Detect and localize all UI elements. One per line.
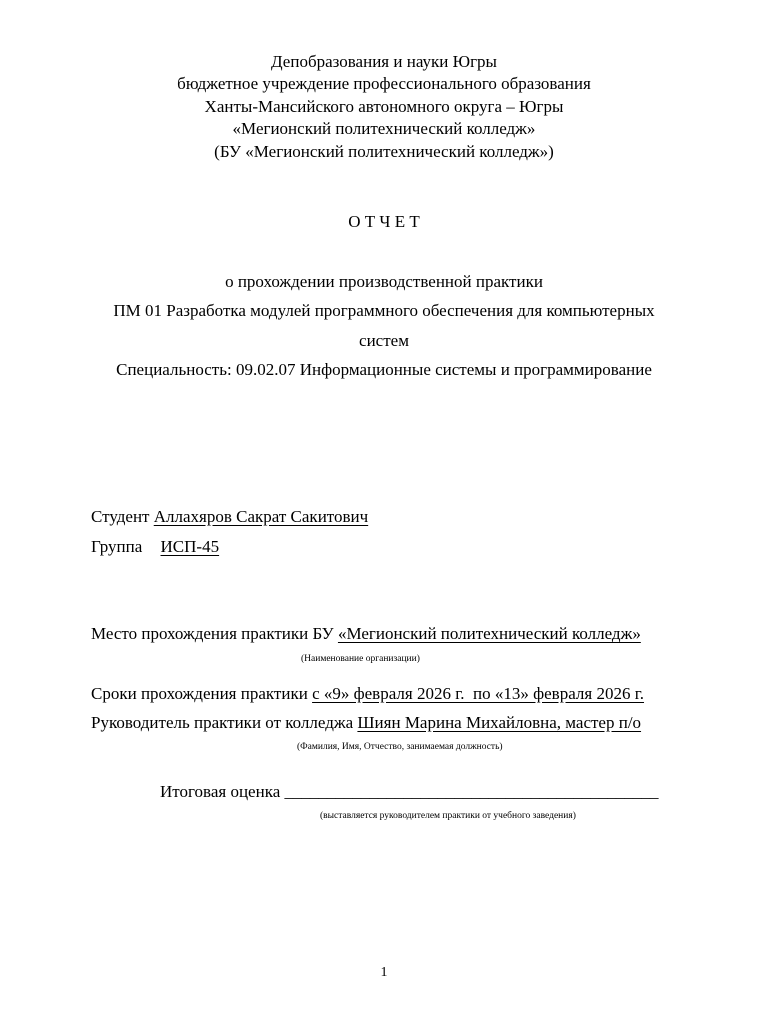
practice-dates-label: Сроки прохождения практики [91, 684, 308, 703]
grade-hint: (выставляется руководителем практики от учебного заведения) [320, 811, 576, 821]
student-label: Студент [91, 507, 150, 526]
supervisor-value: Шиян Марина Михайловна, мастер п/о [357, 713, 642, 732]
student-name: Аллахяров Сакрат Сакитович [153, 507, 369, 526]
practice-place-value: «Мегионский политехнический колледж» [337, 624, 641, 643]
header-line-1: Депобразования и науки Югры [271, 52, 497, 71]
report-title: О Т Ч Е Т [348, 212, 420, 231]
header-line-4: «Мегионский политехнический колледж» [232, 119, 536, 138]
group-label: Группа [91, 537, 143, 556]
page-number: 1 [380, 965, 388, 980]
practice-place-hint: (Наименование организации) [301, 654, 420, 664]
supervisor-hint: (Фамилия, Имя, Отчество, занимаемая должность) [297, 742, 503, 752]
report-line-3: систем [359, 331, 409, 350]
grade-row [160, 781, 659, 803]
grade-line: ____________________________________________ [284, 782, 659, 801]
practice-dates-row [91, 683, 644, 705]
header-line-3: Ханты-Мансийского автономного округа – Югры [204, 97, 564, 116]
practice-dates-value: с «9» февраля 2026 г. по «13» февраля 2026 г. [312, 684, 645, 703]
header-line-2: бюджетное учреждение профессионального образования [177, 74, 591, 93]
practice-place-row [91, 623, 641, 645]
group-row [91, 536, 219, 558]
report-line-1: о прохождении производственной практики [225, 272, 543, 291]
report-line-4: Специальность: 09.02.07 Информационные системы и программирование [116, 360, 652, 379]
supervisor-label: Руководитель практики от колледжа [91, 713, 354, 732]
student-row [91, 506, 368, 528]
group-value: ИСП-45 [160, 537, 220, 556]
header-line-5: (БУ «Мегионский политехнический колледж») [214, 142, 554, 161]
supervisor-row [91, 712, 641, 734]
report-line-2: ПМ 01 Разработка модулей программного обеспечения для компьютерных [113, 301, 655, 320]
practice-place-label: Место прохождения практики БУ [91, 624, 334, 643]
grade-label: Итоговая оценка [160, 782, 281, 801]
